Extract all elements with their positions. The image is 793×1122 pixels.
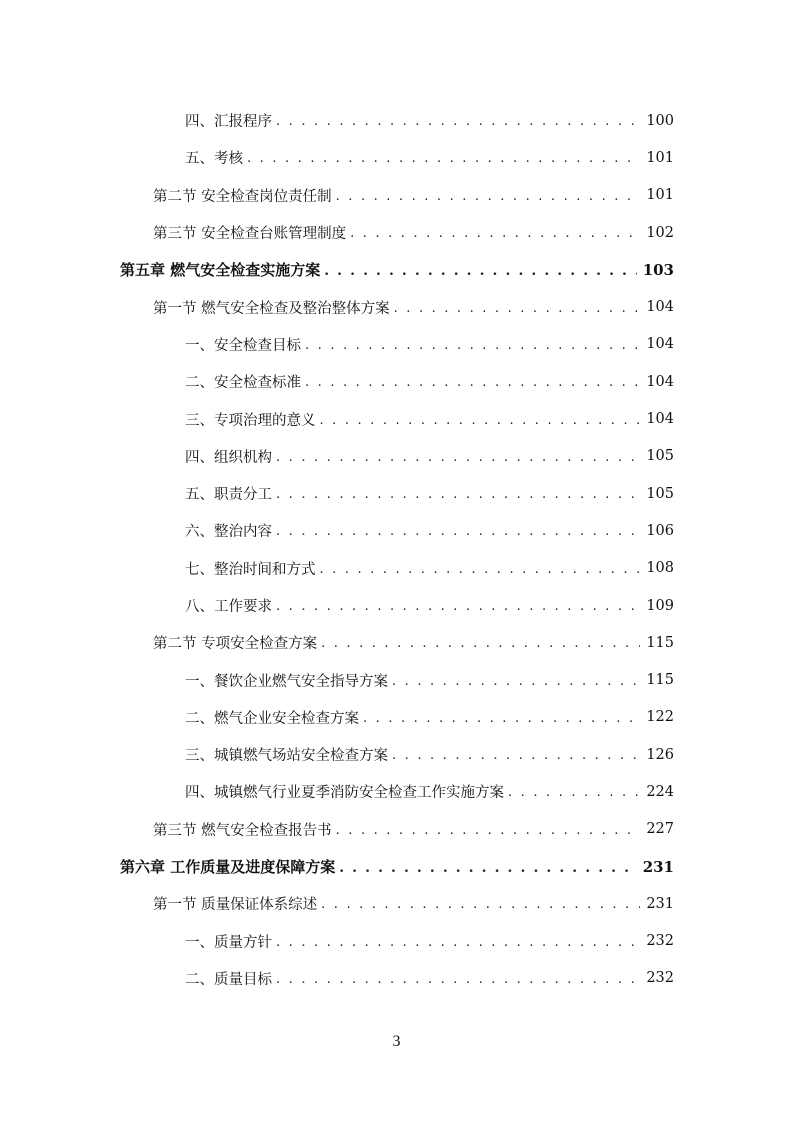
toc-entry-title: 一、质量方针	[185, 934, 272, 951]
dot-leader	[321, 636, 640, 651]
toc-entry-title: 五、考核	[185, 151, 243, 168]
toc-entry-title: 六、整治内容	[185, 524, 272, 541]
toc-entry-title: 一、安全检查目标	[185, 337, 301, 354]
toc-entry-page: 232	[646, 933, 674, 950]
dot-leader	[320, 562, 641, 577]
dot-leader	[276, 450, 640, 465]
dot-leader	[276, 972, 640, 987]
toc-entry[interactable]	[0, 661, 793, 698]
toc-entry[interactable]	[0, 624, 793, 661]
dot-leader	[321, 897, 640, 912]
toc-entry[interactable]	[0, 214, 793, 251]
toc-entry-page: 115	[646, 634, 674, 651]
toc-entry-page: 101	[646, 149, 674, 166]
dot-leader	[394, 301, 641, 316]
toc-entry-title: 四、汇报程序	[185, 114, 272, 131]
toc-entry-page: 227	[646, 821, 674, 838]
toc-chapter-entry[interactable]	[0, 848, 793, 885]
dot-leader	[276, 935, 640, 950]
toc-entry[interactable]	[0, 960, 793, 997]
toc-entry-page: 104	[646, 411, 674, 428]
toc-entry-title: 四、组织机构	[185, 449, 272, 466]
toc-entry-page: 115	[646, 672, 674, 689]
toc-entry[interactable]	[0, 139, 793, 176]
toc-entry-page: 100	[646, 112, 674, 129]
toc-entry[interactable]	[0, 326, 793, 363]
toc-entry-title: 第三节 燃气安全检查报告书	[153, 822, 332, 839]
toc-entry-title: 一、餐饮企业燃气安全指导方案	[185, 673, 388, 690]
toc-entry[interactable]	[0, 512, 793, 549]
toc-entry-page: 101	[646, 187, 674, 204]
dot-leader	[508, 785, 640, 800]
toc-chapter-entry[interactable]	[0, 251, 793, 288]
toc-entry-page: 109	[646, 597, 674, 614]
toc-entry-page: 126	[646, 746, 674, 763]
toc-entry-title: 七、整治时间和方式	[185, 561, 316, 578]
toc-entry-page: 104	[646, 373, 674, 390]
table-of-contents	[0, 102, 793, 997]
toc-entry-title: 第五章 燃气安全检查实施方案	[120, 261, 321, 280]
toc-entry-title: 二、安全检查标准	[185, 375, 301, 392]
toc-entry[interactable]	[0, 438, 793, 475]
toc-entry-page: 105	[646, 448, 674, 465]
toc-entry[interactable]	[0, 773, 793, 810]
page-number: 3	[392, 1033, 401, 1050]
toc-entry[interactable]	[0, 587, 793, 624]
toc-entry[interactable]	[0, 923, 793, 960]
toc-entry-title: 第一节 燃气安全检查及整治整体方案	[153, 300, 390, 317]
toc-entry[interactable]	[0, 811, 793, 848]
toc-entry[interactable]	[0, 550, 793, 587]
toc-entry[interactable]	[0, 288, 793, 325]
dot-leader	[392, 748, 640, 763]
toc-entry[interactable]	[0, 400, 793, 437]
dot-leader	[363, 711, 640, 726]
toc-entry-title: 八、工作要求	[185, 599, 272, 615]
toc-entry-page: 231	[642, 857, 674, 876]
toc-entry-title: 第六章 工作质量及进度保障方案	[120, 858, 336, 877]
toc-entry-page: 103	[642, 260, 674, 279]
toc-entry-page: 106	[646, 522, 674, 539]
toc-entry-title: 四、城镇燃气行业夏季消防安全检查工作实施方案	[185, 785, 504, 802]
toc-entry-title: 第三节 安全检查台账管理制度	[153, 226, 347, 243]
toc-entry-page: 232	[646, 970, 674, 987]
dot-leader	[276, 599, 640, 614]
dot-leader	[392, 674, 640, 689]
dot-leader	[276, 524, 640, 539]
toc-entry-title: 二、质量目标	[185, 971, 272, 988]
toc-entry-page: 105	[646, 485, 674, 502]
dot-leader	[305, 375, 640, 390]
toc-entry-title: 五、职责分工	[185, 487, 272, 504]
toc-entry-page: 104	[646, 336, 674, 353]
dot-leader	[336, 189, 641, 204]
dot-leader	[336, 823, 641, 838]
dot-leader	[247, 151, 640, 166]
toc-entry[interactable]	[0, 736, 793, 773]
dot-leader	[305, 338, 640, 353]
toc-entry-page: 102	[646, 224, 674, 241]
dot-leader	[276, 114, 640, 129]
dot-leader	[324, 263, 636, 279]
dot-leader	[320, 413, 641, 428]
toc-entry-title: 第二节 安全检查岗位责任制	[153, 188, 332, 205]
toc-entry-title: 二、燃气企业安全检查方案	[185, 710, 359, 727]
toc-entry-page: 224	[646, 783, 674, 800]
toc-entry-page: 231	[646, 895, 674, 912]
toc-entry[interactable]	[0, 102, 793, 139]
toc-entry[interactable]	[0, 885, 793, 922]
toc-entry-title: 三、专项治理的意义	[185, 412, 316, 429]
toc-entry-page: 104	[646, 299, 674, 316]
toc-entry-title: 第一节 质量保证体系综述	[153, 897, 318, 914]
toc-entry[interactable]	[0, 363, 793, 400]
dot-leader	[339, 860, 636, 876]
toc-entry[interactable]	[0, 699, 793, 736]
toc-entry-title: 三、城镇燃气场站安全检查方案	[185, 748, 388, 765]
toc-entry[interactable]	[0, 475, 793, 512]
toc-entry-page: 122	[646, 709, 674, 726]
dot-leader	[350, 226, 640, 241]
toc-entry-title: 第二节 专项安全检查方案	[153, 636, 318, 653]
toc-entry[interactable]	[0, 177, 793, 214]
toc-entry-page: 108	[646, 560, 674, 577]
dot-leader	[276, 487, 640, 502]
